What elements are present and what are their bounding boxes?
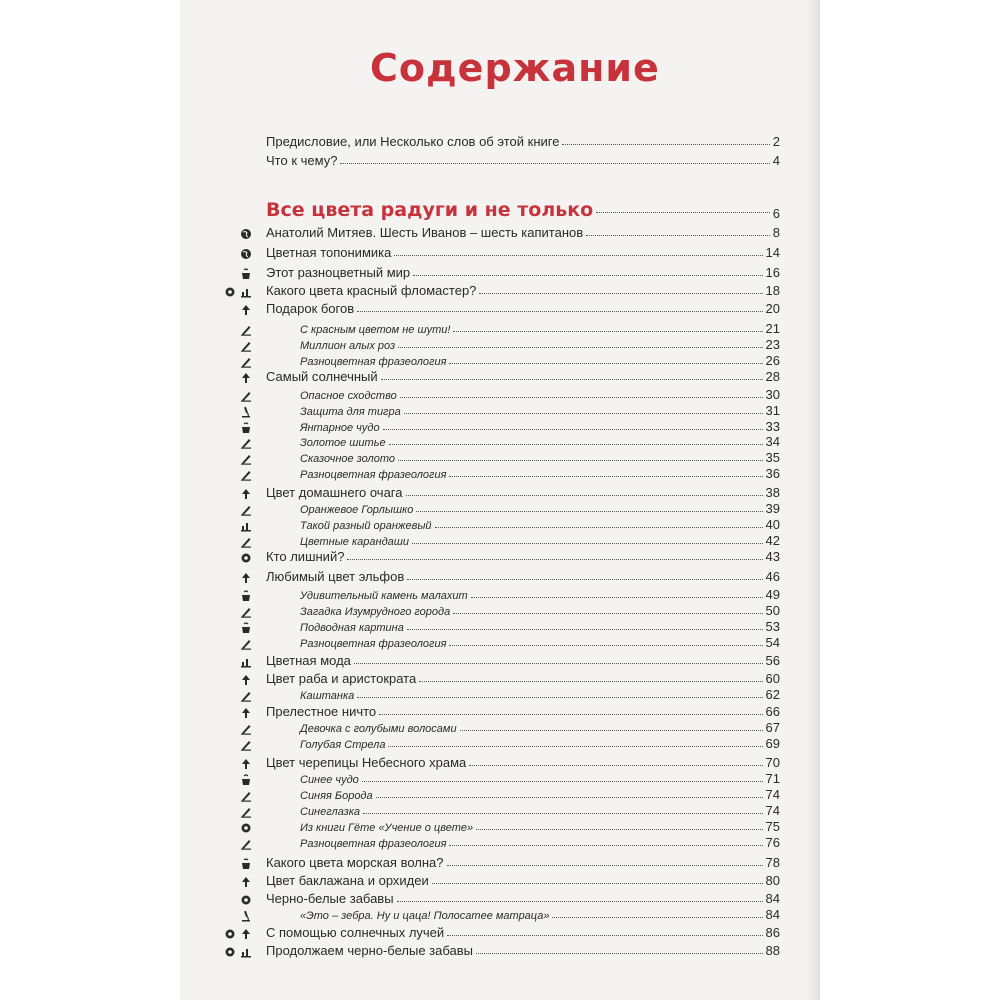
entry-icons (240, 618, 252, 634)
dot-leader (453, 612, 762, 614)
chart-icon (240, 520, 252, 532)
entry-icons (240, 802, 252, 818)
pen-icon (240, 838, 252, 850)
pen-icon (240, 356, 252, 368)
entry-title: Загадка Изумрудного города (300, 606, 451, 618)
entry-title: Цвет баклажана и орхидеи (266, 873, 429, 888)
entry-title: Анатолий Митяев. Шесть Иванов – шесть капитанов (266, 225, 584, 240)
entry-title: Кто лишний? (266, 549, 345, 564)
dot-leader (340, 162, 769, 164)
entry-icons (240, 854, 252, 870)
dot-leader (404, 412, 763, 414)
dot-leader (407, 628, 763, 630)
toc-entry (266, 940, 780, 958)
page-number: 18 (765, 283, 780, 298)
entry-icons (240, 786, 252, 802)
pen-icon (240, 340, 252, 352)
pot-icon (240, 268, 252, 280)
dot-leader (460, 729, 763, 731)
tree-icon (240, 876, 252, 888)
pen-icon (240, 453, 252, 465)
entry-title: Синее чудо (300, 774, 359, 786)
entry-title: Какого цвета морская волна? (266, 855, 444, 870)
page-number: 6 (772, 206, 780, 221)
toc-entry (266, 262, 780, 280)
pen-icon (240, 469, 252, 481)
dot-leader (449, 844, 762, 846)
entry-title: Защита для тигра (300, 406, 401, 418)
entry-icons (224, 924, 252, 940)
page-title: Содержание (370, 46, 660, 90)
entry-icons (240, 670, 252, 686)
pen-icon (240, 536, 252, 548)
entry-icons (240, 433, 252, 449)
page-number: 21 (765, 321, 780, 336)
tree-icon (240, 572, 252, 584)
entry-icons (240, 719, 252, 735)
entry-title: Прелестное ничто (266, 704, 377, 719)
page-number: 28 (765, 369, 780, 384)
entry-title: Цветные карандаши (300, 536, 410, 548)
entry-title: Золотое шитье (300, 437, 386, 449)
entry-icons (240, 320, 252, 336)
page-number: 69 (765, 736, 780, 751)
page-number: 66 (765, 704, 780, 719)
microscope-icon (240, 406, 252, 418)
entry-icons (240, 834, 252, 850)
page-number: 74 (765, 803, 780, 818)
entry-title: Разноцветная фразеология (300, 469, 447, 481)
page-number: 43 (765, 549, 780, 564)
entry-icons (240, 586, 252, 602)
entry-title: Такой разный оранжевый (300, 520, 432, 532)
pot-icon (240, 622, 252, 634)
entry-icons (240, 634, 252, 650)
entry-icons (240, 465, 252, 481)
entry-icons (240, 484, 252, 500)
page-number: 42 (765, 533, 780, 548)
entry-title: Предисловие, или Несколько слов об этой книге (266, 134, 560, 149)
entry-icons (240, 818, 252, 834)
page-number: 76 (765, 835, 780, 850)
gears-icon (240, 552, 252, 564)
dot-leader (362, 780, 763, 782)
page-number: 70 (765, 755, 780, 770)
entry-title: «Это – зебра. Ну и цаца! Полосатее матраца» (300, 910, 550, 922)
page-number: 35 (765, 450, 780, 465)
entry-icons (240, 568, 252, 584)
entry-icons (240, 906, 252, 922)
pen-icon (240, 504, 252, 516)
entry-title: Цветная мода (266, 653, 351, 668)
entry-title: Все цвета радуги и не только (266, 199, 594, 221)
dot-leader (471, 596, 763, 598)
entry-title: Опасное сходство (300, 390, 397, 402)
dot-leader (376, 796, 763, 798)
toc-entry (266, 222, 780, 240)
dot-leader (354, 662, 763, 664)
entry-icons (240, 368, 252, 384)
entry-icons (224, 942, 252, 958)
dot-leader (447, 934, 762, 936)
entry-title: Самый солнечный (266, 369, 378, 384)
page-number: 38 (765, 485, 780, 500)
tree-icon (240, 707, 252, 719)
toc-entry (300, 832, 780, 850)
dot-leader (388, 745, 762, 747)
globe-icon (240, 228, 252, 240)
toc-entry (266, 870, 780, 888)
entry-title: Каштанка (300, 690, 355, 702)
page-number: 30 (765, 387, 780, 402)
tree-icon (240, 304, 252, 316)
entry-icons (240, 872, 252, 888)
pen-icon (240, 437, 252, 449)
entry-title: Разноцветная фразеология (300, 356, 447, 368)
page-number: 75 (765, 819, 780, 834)
dot-leader (381, 378, 763, 380)
toc-entry (266, 298, 780, 316)
page-number: 50 (765, 603, 780, 618)
entry-icons (240, 890, 252, 906)
entry-title: Удивительный камень малахит (300, 590, 468, 602)
page-number: 46 (765, 569, 780, 584)
entry-title: Синяя Борода (300, 790, 373, 802)
toc-entry (300, 463, 780, 481)
dot-leader (394, 254, 762, 256)
tree-icon (240, 372, 252, 384)
entry-title: Подводная картина (300, 622, 404, 634)
page-number: 8 (772, 225, 780, 240)
entry-icons (240, 449, 252, 465)
entry-icons (240, 602, 252, 618)
dot-leader (435, 526, 763, 528)
page-number: 74 (765, 787, 780, 802)
entry-title: Разноцветная фразеология (300, 838, 447, 850)
dot-leader (398, 346, 762, 348)
page-number: 78 (765, 855, 780, 870)
page-number: 67 (765, 720, 780, 735)
page-number: 88 (765, 943, 780, 958)
dot-leader (363, 812, 762, 814)
pen-icon (240, 739, 252, 751)
page-number: 36 (765, 466, 780, 481)
toc-entry (266, 366, 780, 384)
entry-icons (240, 686, 252, 702)
entry-icons (240, 264, 252, 280)
entry-title: Продолжаем черно-белые забавы (266, 943, 473, 958)
toc-entry (266, 131, 780, 149)
gears-icon (240, 894, 252, 906)
toc-entry (266, 150, 780, 168)
page-number: 49 (765, 587, 780, 602)
entry-title: Сказочное золото (300, 453, 396, 465)
entry-icons (240, 402, 252, 418)
dot-leader (453, 330, 762, 332)
entry-title: С помощью солнечных лучей (266, 925, 445, 940)
toc-entry (266, 566, 780, 584)
dot-leader (357, 696, 762, 698)
entry-title: Какого цвета красный фломастер? (266, 283, 477, 298)
page-number: 62 (765, 687, 780, 702)
pen-icon (240, 390, 252, 402)
pen-icon (240, 806, 252, 818)
dot-leader (412, 542, 763, 544)
entry-title: Из книги Гёте «Учение о цвете» (300, 822, 474, 834)
entry-icons (240, 532, 252, 548)
pen-icon (240, 606, 252, 618)
page-number: 2 (772, 134, 780, 149)
dot-leader (476, 952, 763, 954)
entry-icons (240, 386, 252, 402)
pen-icon (240, 638, 252, 650)
page-number: 34 (765, 434, 780, 449)
entry-icons (240, 754, 252, 770)
dot-leader (419, 680, 762, 682)
page-number: 86 (765, 925, 780, 940)
page-number: 40 (765, 517, 780, 532)
pot-icon (240, 774, 252, 786)
entry-title: Синеглазка (300, 806, 361, 818)
entry-icons (240, 548, 252, 564)
toc-section-heading (266, 193, 780, 221)
entry-title: Янтарное чудо (300, 422, 380, 434)
entry-icons (240, 336, 252, 352)
dot-leader (397, 900, 763, 902)
entry-icons (240, 703, 252, 719)
entry-title: Подарок богов (266, 301, 355, 316)
page-number: 16 (765, 265, 780, 280)
dot-leader (379, 713, 762, 715)
entry-icons (240, 735, 252, 751)
entry-icons (240, 516, 252, 532)
tree-icon (240, 928, 252, 940)
page-number: 84 (765, 891, 780, 906)
page-number: 33 (765, 419, 780, 434)
page-number: 84 (765, 907, 780, 922)
page-number: 56 (765, 653, 780, 668)
pen-icon (240, 324, 252, 336)
entry-title: Черно-белые забавы (266, 891, 394, 906)
entry-title: Цвет черепицы Небесного храма (266, 755, 467, 770)
globe-icon (240, 248, 252, 260)
dot-leader (449, 362, 762, 364)
dot-leader (347, 558, 762, 560)
page-number: 60 (765, 671, 780, 686)
microscope-icon (240, 910, 252, 922)
toc-entry (300, 632, 780, 650)
dot-leader (398, 459, 763, 461)
page-number: 26 (765, 353, 780, 368)
toc-entry (266, 546, 780, 564)
entry-title: С красным цветом не шути! (300, 324, 451, 336)
entry-icons (240, 244, 252, 260)
entry-title: Цвет раба и аристократа (266, 671, 417, 686)
gears-icon (224, 286, 236, 298)
page-number: 23 (765, 337, 780, 352)
dot-leader (562, 143, 769, 145)
entry-title: Этот разноцветный мир (266, 265, 411, 280)
dot-leader (476, 828, 762, 830)
entry-title: Разноцветная фразеология (300, 638, 447, 650)
toc-entry (266, 650, 780, 668)
dot-leader (449, 475, 762, 477)
dot-leader (400, 396, 763, 398)
toc-entry (300, 904, 780, 922)
page-number: 80 (765, 873, 780, 888)
dot-leader (383, 428, 763, 430)
dot-leader (432, 882, 763, 884)
entry-title: Девочка с голубыми волосами (300, 723, 457, 735)
tree-icon (240, 674, 252, 686)
entry-title: Что к чему? (266, 153, 338, 168)
gears-icon (224, 946, 236, 958)
chart-icon (240, 656, 252, 668)
dot-leader (413, 274, 762, 276)
entry-title: Цвет домашнего очага (266, 485, 403, 500)
dot-leader (407, 578, 762, 580)
entry-title: Цветная топонимика (266, 245, 392, 260)
dot-leader (447, 864, 763, 866)
dot-leader (406, 494, 763, 496)
entry-title: Любимый цвет эльфов (266, 569, 405, 584)
dot-leader (586, 234, 770, 236)
gears-icon (224, 928, 236, 940)
toc-entry (266, 242, 780, 260)
gears-icon (240, 822, 252, 834)
entry-title: Голубая Стрела (300, 739, 386, 751)
entry-title: Миллион алых роз (300, 340, 396, 352)
dot-leader (449, 644, 762, 646)
page-number: 14 (765, 245, 780, 260)
toc-entry (300, 733, 780, 751)
entry-icons (240, 352, 252, 368)
entry-icons (240, 300, 252, 316)
chart-icon (240, 286, 252, 298)
page-number: 20 (765, 301, 780, 316)
entry-icons (240, 770, 252, 786)
pen-icon (240, 790, 252, 802)
dot-leader (479, 292, 762, 294)
entry-icons (240, 652, 252, 668)
chart-icon (240, 946, 252, 958)
dot-leader (596, 211, 770, 213)
pot-icon (240, 590, 252, 602)
pen-icon (240, 723, 252, 735)
toc-entry (266, 280, 780, 298)
page-number: 4 (772, 153, 780, 168)
page-number: 53 (765, 619, 780, 634)
entry-icons (240, 500, 252, 516)
entry-icons (224, 282, 252, 298)
toc-entry (266, 922, 780, 940)
page-number: 71 (765, 771, 780, 786)
toc-entry (300, 684, 780, 702)
dot-leader (416, 510, 762, 512)
dot-leader (389, 443, 763, 445)
toc-entry (266, 852, 780, 870)
tree-icon (240, 488, 252, 500)
dot-leader (357, 310, 762, 312)
dot-leader (552, 916, 762, 918)
entry-title: Оранжевое Горлышко (300, 504, 414, 516)
page-number: 39 (765, 501, 780, 516)
pen-icon (240, 690, 252, 702)
tree-icon (240, 758, 252, 770)
entry-icons (240, 418, 252, 434)
entry-icons (240, 224, 252, 240)
pot-icon (240, 858, 252, 870)
page-number: 31 (765, 403, 780, 418)
page-number: 54 (765, 635, 780, 650)
dot-leader (469, 764, 762, 766)
